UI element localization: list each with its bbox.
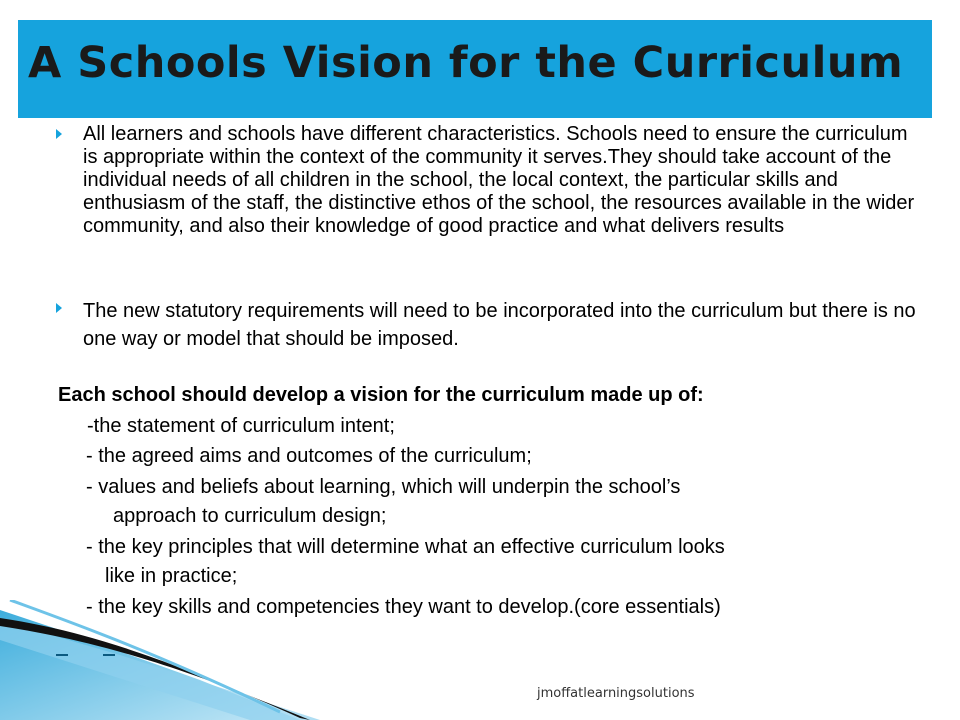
vision-line: approach to curriculum design; (113, 505, 387, 527)
vision-line: -the statement of curriculum intent; (87, 415, 395, 437)
bullet-text: The new statutory requirements will need to be incorporated into the curriculum but there is no one way or model that should be imposed. (83, 300, 916, 350)
bullet-arrow-icon (56, 303, 62, 313)
bullet-text: All learners and schools have different characteristics. Schools need to ensure the curriculum is appropriate within the context of the community it serves.They should take account of the individual needs of all children in the school, the local context, the particular skills and enthusiasm of the staff, the distinctive ethos of the school, the resources available in the wider community, and also their knowledge of good practice and what delivers results (83, 123, 915, 237)
bullet-arrow-icon (56, 129, 62, 139)
footer-credit: jmoffatlearningsolutions (537, 686, 695, 701)
vision-line: - values and beliefs about learning, which will underpin the school’s (86, 476, 681, 498)
slide-title: A Schools Vision for the Curriculum (28, 38, 904, 88)
vision-line: - the key skills and competencies they want to develop.(core essentials) (86, 596, 721, 618)
bullet-characteristics (56, 123, 916, 238)
decor-dash-1 (56, 654, 68, 656)
decor-dash-2 (103, 654, 115, 656)
vision-heading: Each school should develop a vision for the curriculum made up of: (58, 384, 704, 406)
bullet-statutory-requirements (56, 297, 916, 353)
vision-line: - the key principles that will determine what an effective curriculum looks (86, 536, 725, 558)
vision-line: like in practice; (105, 565, 238, 587)
vision-line: - the agreed aims and outcomes of the curriculum; (86, 445, 532, 467)
